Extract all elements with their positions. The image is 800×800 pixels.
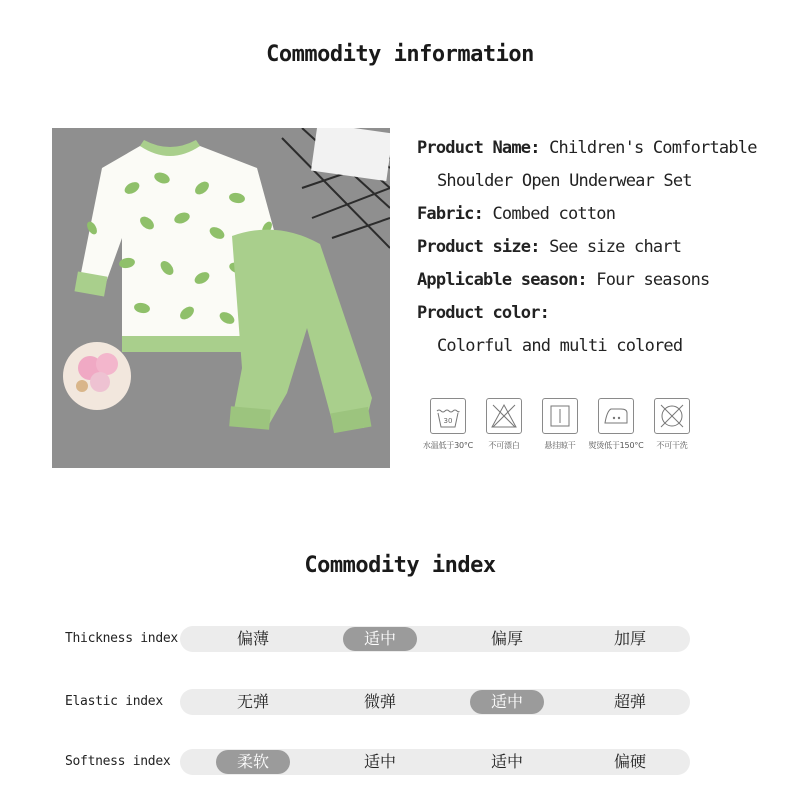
care-bleach [474, 398, 534, 451]
thickness-option: 偏薄 [236, 629, 269, 648]
elastic-index-label: Elastic index [65, 694, 163, 709]
size-value: See size chart [549, 237, 682, 257]
thickness-option: 适中 [343, 627, 417, 651]
thickness-option: 偏厚 [490, 629, 523, 648]
elastic-index-row [0, 687, 800, 717]
season-key: Applicable season: [417, 270, 587, 290]
product-name-value-cont: Shoulder Open Underwear Set [437, 171, 692, 191]
product-photo [52, 128, 390, 468]
iron-150-icon [598, 398, 634, 434]
care-dryclean [642, 398, 702, 451]
no-dry-clean-icon [654, 398, 690, 434]
fabric-line [417, 204, 615, 224]
fabric-value: Combed cotton [492, 204, 616, 224]
softness-option: 偏硬 [613, 752, 646, 771]
color-key: Product color: [417, 303, 550, 323]
wash-30-icon [430, 398, 466, 434]
size-line [417, 237, 681, 257]
care-label-wash: 水温低于30°C [422, 441, 474, 450]
elastic-option: 适中 [470, 690, 544, 714]
care-instructions [418, 398, 708, 468]
care-dry [530, 398, 590, 451]
product-name-line [417, 138, 757, 158]
commodity-index-title: Commodity index [304, 553, 496, 578]
thickness-index-row [0, 624, 800, 654]
elastic-option: 微弹 [363, 692, 396, 711]
softness-index-scale [180, 749, 690, 775]
care-wash [418, 398, 478, 451]
fabric-key: Fabric: [417, 204, 484, 224]
care-label-dry: 悬挂晾干 [544, 441, 576, 450]
thickness-index-label: Thickness index [65, 631, 178, 646]
elastic-option: 无弹 [236, 692, 269, 711]
care-iron [586, 398, 646, 451]
care-label-bleach: 不可漂白 [488, 441, 520, 450]
elastic-index-scale [180, 689, 690, 715]
no-bleach-icon [486, 398, 522, 434]
softness-index-label: Softness index [65, 754, 171, 769]
commodity-information-title: Commodity information [266, 42, 534, 67]
color-value: Colorful and multi colored [437, 336, 683, 356]
hang-dry-icon [542, 398, 578, 434]
thickness-index-scale [180, 626, 690, 652]
softness-option: 柔软 [216, 750, 290, 774]
product-name-value: Children's Comfortable [549, 138, 757, 158]
wash-temp-text: 30 [443, 417, 453, 425]
product-name-key: Product Name: [417, 138, 540, 158]
softness-option: 适中 [490, 752, 523, 771]
elastic-option: 超弹 [613, 692, 646, 711]
season-line [417, 270, 709, 290]
care-label-dryclean: 不可干洗 [656, 441, 688, 450]
care-label-iron: 熨烫低于150°C [588, 441, 644, 450]
color-line [417, 303, 549, 323]
size-key: Product size: [417, 237, 540, 257]
softness-index-row [0, 747, 800, 777]
softness-option: 适中 [363, 752, 396, 771]
season-value: Four seasons [596, 270, 710, 290]
thickness-option: 加厚 [613, 629, 646, 648]
